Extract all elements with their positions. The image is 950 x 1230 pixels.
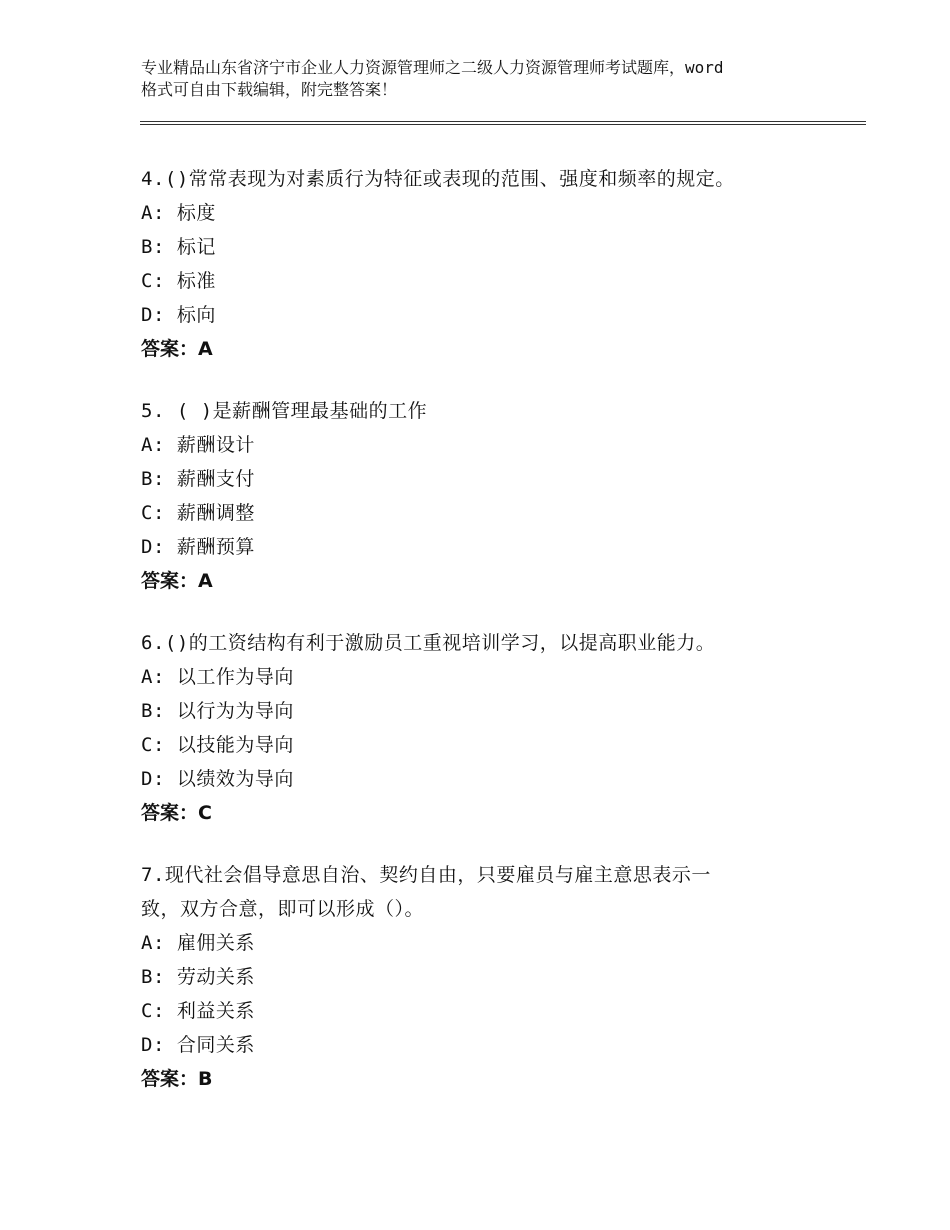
option-a: A: 标度: [141, 202, 216, 224]
question-stem-line: 7.现代社会倡导意思自治、契约自由，只要雇员与雇主意思表示一: [141, 864, 711, 886]
option-d: D: 合同关系: [141, 1034, 255, 1056]
header-rule-top: [140, 121, 866, 122]
option-b: B: 以行为为导向: [141, 700, 294, 722]
option-b: B: 劳动关系: [141, 966, 255, 988]
answer: 答案：B: [141, 1068, 213, 1090]
question-stem-line: 6.()的工资结构有利于激励员工重视培训学习，以提高职业能力。: [141, 632, 716, 654]
option-b: B: 薪酬支付: [141, 468, 255, 490]
option-c: C: 薪酬调整: [141, 502, 255, 524]
option-c: C: 标准: [141, 270, 216, 292]
question-list: [141, 162, 841, 1124]
answer: 答案：A: [141, 570, 213, 592]
option-a: A: 雇佣关系: [141, 932, 255, 954]
question-stem-line: 5. ( )是薪酬管理最基础的工作: [141, 400, 428, 422]
question-4: [141, 162, 841, 366]
answer: 答案：A: [141, 338, 213, 360]
option-c: C: 利益关系: [141, 1000, 255, 1022]
header-line-2: 格式可自由下载编辑，附完整答案！: [141, 80, 398, 99]
question-6: [141, 626, 841, 830]
option-d: D: 以绩效为导向: [141, 768, 294, 790]
option-a: A: 薪酬设计: [141, 434, 255, 456]
document-header: [141, 57, 841, 101]
option-d: D: 薪酬预算: [141, 536, 255, 558]
header-rule-bottom: [140, 124, 866, 125]
question-7: [141, 858, 841, 1096]
question-stem-line: 4.()常常表现为对素质行为特征或表现的范围、强度和频率的规定。: [141, 168, 735, 190]
option-d: D: 标向: [141, 304, 216, 326]
option-b: B: 标记: [141, 236, 216, 258]
question-stem-line: 致，双方合意，即可以形成（）。: [141, 898, 425, 920]
option-a: A: 以工作为导向: [141, 666, 294, 688]
question-5: [141, 394, 841, 598]
header-line-1: 专业精品山东省济宁市企业人力资源管理师之二级人力资源管理师考试题库，word: [141, 58, 724, 77]
option-c: C: 以技能为导向: [141, 734, 294, 756]
answer: 答案：C: [141, 802, 212, 824]
